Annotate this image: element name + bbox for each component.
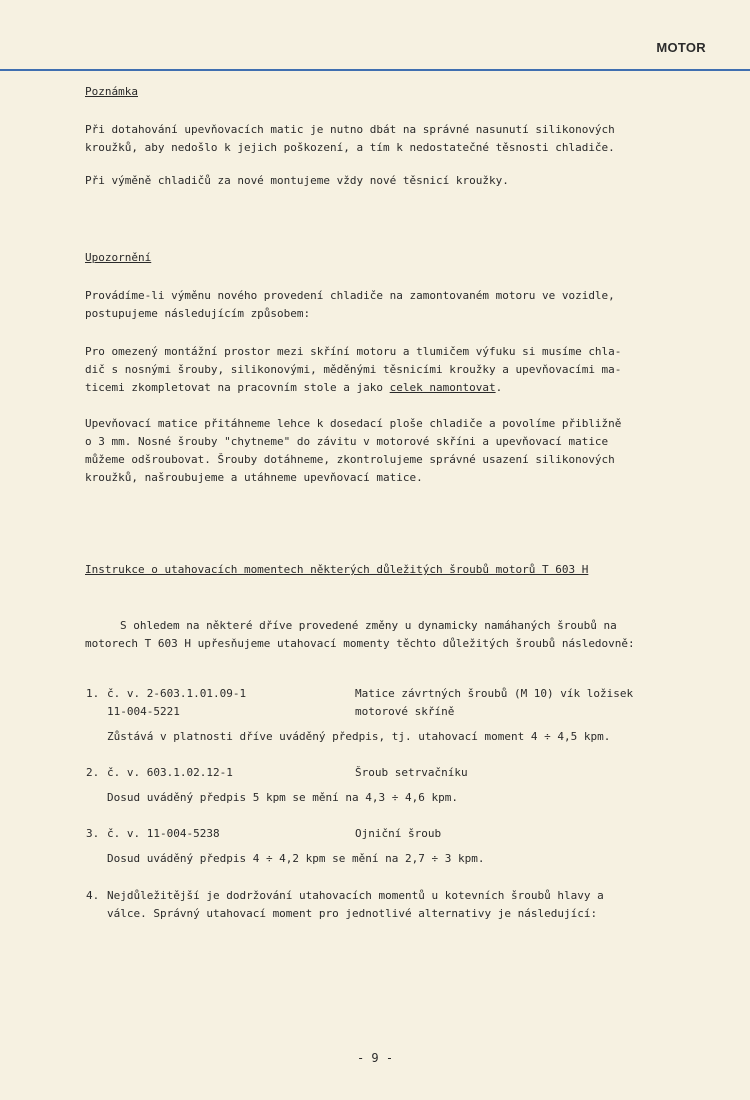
instructions-intro-line: S ohledem na některé dříve provedené změny u dynamicky namáhaných šroubů na: [120, 619, 617, 632]
note-paragraph-line: kroužků, aby nedošlo k jejich poškození, a tím k nedostatečné těsnosti chladiče.: [85, 141, 615, 154]
item-note: Dosud uváděný předpis 4 ÷ 4,2 kpm se mění na 2,7 ÷ 3 kpm.: [107, 852, 485, 865]
item-description: Matice závrtných šroubů (M 10) vík ložisek: [355, 687, 634, 700]
item-number: 3.: [86, 827, 100, 840]
warning-text-end: .: [495, 381, 503, 394]
warning-paragraph-line: postupujeme následujícím způsobem:: [85, 307, 311, 320]
instructions-intro-line: motorech T 603 H upřesňujeme utahovací momenty těchto důležitých šroubů následovně:: [85, 637, 635, 650]
item-note: Dosud uváděný předpis 5 kpm se mění na 4,3 ÷ 4,6 kpm.: [107, 791, 458, 804]
page-number: - 9 -: [356, 1051, 394, 1065]
note-paragraph-2: Při výměně chladičů za nové montujeme vždy nové těsnicí kroužky.: [85, 174, 509, 187]
warning-paragraph-line: kroužků, našroubujeme a utáhneme upevňovací matice.: [85, 471, 423, 484]
item-description: Ojniční šroub: [355, 827, 442, 840]
item-description: Šroub setrvačníku: [355, 766, 468, 779]
item-code-2: 11-004-5221: [107, 705, 180, 718]
note-paragraph-line: Při dotahování upevňovacích matic je nutno dbát na správné nasunutí silikonových: [85, 123, 615, 136]
item-text-line: válce. Správný utahovací moment pro jednotlivé alternativy je následující:: [107, 907, 598, 920]
item-text-line: Nejdůležitější je dodržování utahovacích momentů u kotevních šroubů hlavy a: [107, 889, 604, 902]
item-description-2: motorové skříně: [355, 705, 455, 718]
warning-text: ticemi zkompletovat na pracovním stole a jako: [85, 381, 390, 394]
instructions-heading: Instrukce o utahovacích momentech některých důležitých šroubů motorů T 603 H: [85, 563, 589, 576]
item-code: č. v. 2-603.1.01.09-1: [107, 687, 247, 700]
item-number: 2.: [86, 766, 100, 779]
warning-paragraph-last-line: [85, 379, 502, 397]
warning-paragraph-line: o 3 mm. Nosné šrouby "chytneme" do závitu v motorové skříni a upevňovací matice: [85, 435, 609, 448]
item-note: Zůstává v platnosti dříve uváděný předpis, tj. utahovací moment 4 ÷ 4,5 kpm.: [107, 730, 611, 743]
item-code: č. v. 603.1.02.12-1: [107, 766, 233, 779]
warning-paragraph-line: Upevňovací matice přitáhneme lehce k dosedací ploše chladiče a povolíme přibližně: [85, 417, 622, 430]
note-heading: Poznámka: [85, 85, 138, 98]
warning-paragraph-line: Provádíme-li výměnu nového provedení chladiče na zamontovaném motoru ve vozidle,: [85, 289, 615, 302]
item-code: č. v. 11-004-5238: [107, 827, 220, 840]
warning-paragraph-line: Pro omezený montážní prostor mezi skříní motoru a tlumičem výfuku si musíme chla-: [85, 345, 622, 358]
warning-heading: Upozornění: [85, 251, 152, 264]
warning-underlined-text: celek namontovat: [389, 381, 496, 394]
item-number: 4.: [86, 889, 100, 902]
item-number: 1.: [86, 687, 100, 700]
header-title: MOTOR: [656, 40, 706, 55]
warning-paragraph-line: dič s nosnými šrouby, silikonovými, měděnými těsnicími kroužky a upevňovacími ma-: [85, 363, 622, 376]
header-rule: [0, 69, 750, 71]
warning-paragraph-line: můžeme odšroubovat. Šrouby dotáhneme, zkontrolujeme správné usazení silikonových: [85, 453, 615, 466]
